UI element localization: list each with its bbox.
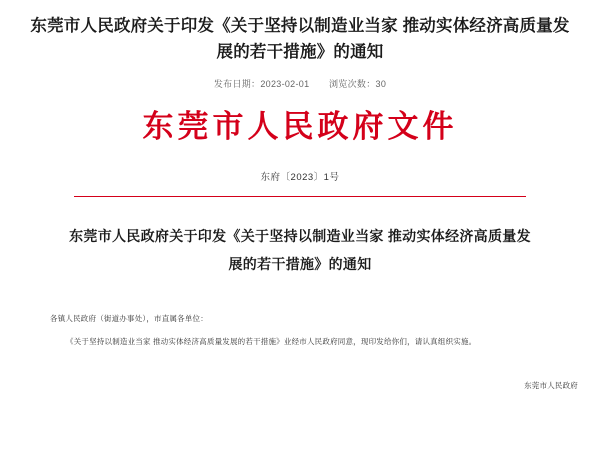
red-divider [74,196,526,198]
masthead-title: 东莞市人民政府文件 [142,109,458,146]
signature-line: 东莞市人民政府 [524,380,578,390]
masthead [0,108,600,147]
document-body-title: 东莞市人民政府关于印发《关于坚持以制造业当家 推动实体经济高质量发展的若干措施》的通知 [69,228,531,272]
body-paragraph: 《关于坚持以制造业当家 推动实体经济高质量发展的若干措施》业经市人民政府同意，现印发给你们，请认真组织实施。 [66,337,477,347]
document-body [50,312,550,350]
recipients-line: 各镇人民政府（街道办事处），市直属各单位： [50,314,208,324]
view-count: 浏览次数：30 [329,79,387,90]
document-meta [0,77,600,90]
document-number: 东府〔2023〕1号 [260,171,340,183]
page-title: 东莞市人民政府关于印发《关于坚持以制造业当家 推动实体经济高质量发展的若干措施》的通知 [30,17,570,61]
publish-date: 发布日期：2023-02-01 [213,79,310,90]
